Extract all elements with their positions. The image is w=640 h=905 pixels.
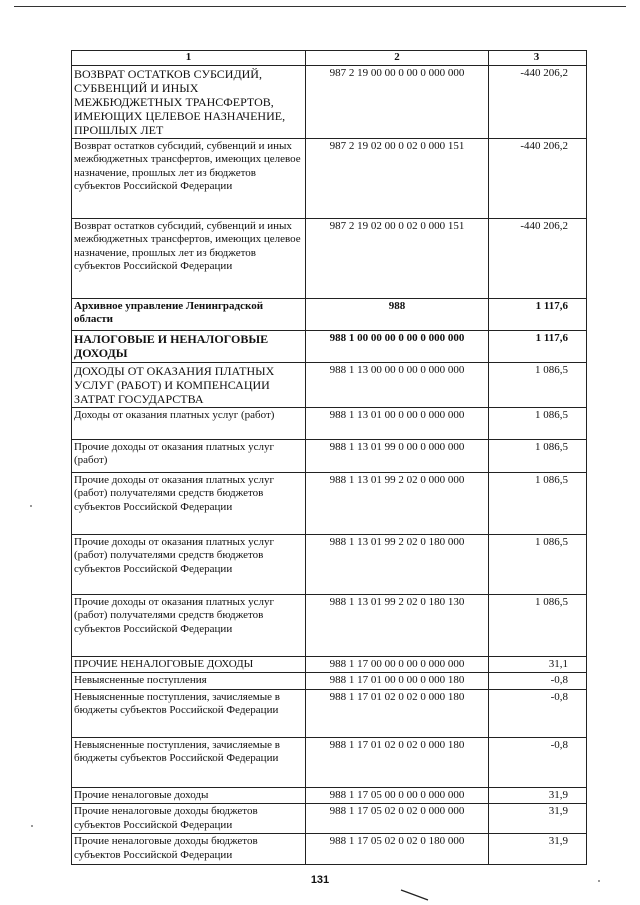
table-row bbox=[72, 534, 587, 594]
table-row bbox=[72, 330, 587, 362]
row-name: Прочие доходы от оказания платных услуг (работ) bbox=[72, 439, 306, 472]
row-name: Доходы от оказания платных услуг (работ) bbox=[72, 407, 306, 439]
table-row bbox=[72, 362, 587, 407]
row-name: Прочие доходы от оказания платных услуг (работ) получателями средств бюджетов субъектов Российской Федерации bbox=[72, 534, 306, 594]
row-code: 988 1 17 00 00 0 00 0 000 000 bbox=[306, 656, 489, 673]
row-amount: 1 086,5 bbox=[489, 594, 587, 656]
revenue-table bbox=[71, 50, 587, 865]
row-name: Прочие неналоговые доходы бюджетов субъектов Российской Федерации bbox=[72, 834, 306, 865]
row-amount: 1 086,5 bbox=[489, 439, 587, 472]
table-row bbox=[72, 138, 587, 218]
row-amount: 1 086,5 bbox=[489, 534, 587, 594]
top-rule bbox=[14, 6, 626, 7]
row-amount: 31,1 bbox=[489, 656, 587, 673]
row-amount: -0,8 bbox=[489, 673, 587, 690]
row-name: НАЛОГОВЫЕ И НЕНАЛОГОВЫЕ ДОХОДЫ bbox=[72, 330, 306, 362]
row-name: Прочие неналоговые доходы бюджетов субъектов Российской Федерации bbox=[72, 804, 306, 834]
row-amount: 1 086,5 bbox=[489, 472, 587, 534]
row-name: Невыясненные поступления bbox=[72, 673, 306, 690]
row-amount: -0,8 bbox=[489, 737, 587, 787]
pen-stroke-mark bbox=[400, 888, 430, 902]
row-code: 987 2 19 00 00 0 00 0 000 000 bbox=[306, 65, 489, 138]
row-code: 988 1 00 00 00 0 00 0 000 000 bbox=[306, 330, 489, 362]
row-amount: -440 206,2 bbox=[489, 138, 587, 218]
row-name: ВОЗВРАТ ОСТАТКОВ СУБСИДИЙ, СУБВЕНЦИЙ И ИНЫХ МЕЖБЮДЖЕТНЫХ ТРАНСФЕРТОВ, ИМЕЮЩИХ ЦЕЛЕВОЕ НАЗНАЧЕНИЕ, ПРОШЛЫХ ЛЕТ bbox=[72, 65, 306, 138]
row-code: 988 1 17 05 02 0 02 0 180 000 bbox=[306, 834, 489, 865]
row-amount: -0,8 bbox=[489, 689, 587, 737]
row-code: 988 bbox=[306, 298, 489, 330]
row-code: 988 1 17 05 00 0 00 0 000 000 bbox=[306, 787, 489, 804]
header-col-3: 3 bbox=[489, 51, 587, 66]
table-row bbox=[72, 407, 587, 439]
row-code: 988 1 13 01 99 2 02 0 000 000 bbox=[306, 472, 489, 534]
table-row bbox=[72, 787, 587, 804]
row-code: 988 1 17 01 02 0 02 0 000 180 bbox=[306, 737, 489, 787]
row-amount: 31,9 bbox=[489, 787, 587, 804]
row-name: Невыясненные поступления, зачисляемые в бюджеты субъектов Российской Федерации bbox=[72, 737, 306, 787]
row-name: Архивное управление Ленинградской области bbox=[72, 298, 306, 330]
scan-speck bbox=[598, 880, 600, 882]
row-code: 988 1 17 01 02 0 02 0 000 180 bbox=[306, 689, 489, 737]
row-name: ДОХОДЫ ОТ ОКАЗАНИЯ ПЛАТНЫХ УСЛУГ (РАБОТ) И КОМПЕНСАЦИИ ЗАТРАТ ГОСУДАРСТВА bbox=[72, 362, 306, 407]
row-code: 987 2 19 02 00 0 02 0 000 151 bbox=[306, 218, 489, 298]
row-code: 988 1 13 01 99 2 02 0 180 000 bbox=[306, 534, 489, 594]
row-amount: -440 206,2 bbox=[489, 65, 587, 138]
table-header-row bbox=[72, 51, 587, 66]
row-code: 988 1 13 00 00 0 00 0 000 000 bbox=[306, 362, 489, 407]
row-amount: 1 117,6 bbox=[489, 330, 587, 362]
row-amount: 1 117,6 bbox=[489, 298, 587, 330]
row-name: Невыясненные поступления, зачисляемые в бюджеты субъектов Российской Федерации bbox=[72, 689, 306, 737]
table-row bbox=[72, 439, 587, 472]
table-row bbox=[72, 834, 587, 865]
row-amount: -440 206,2 bbox=[489, 218, 587, 298]
table-row bbox=[72, 65, 587, 138]
row-amount: 31,9 bbox=[489, 804, 587, 834]
row-name: Прочие неналоговые доходы bbox=[72, 787, 306, 804]
page-number: 131 bbox=[310, 874, 330, 886]
header-col-2: 2 bbox=[306, 51, 489, 66]
header-col-1: 1 bbox=[72, 51, 306, 66]
row-name: Прочие доходы от оказания платных услуг (работ) получателями средств бюджетов субъектов Российской Федерации bbox=[72, 472, 306, 534]
row-name: Возврат остатков субсидий, субвенций и иных межбюджетных трансфертов, имеющих целевое назначение, прошлых лет из бюджетов субъектов Российской Федерации bbox=[72, 218, 306, 298]
row-amount: 31,9 bbox=[489, 834, 587, 865]
scan-speck bbox=[30, 505, 32, 507]
row-code: 988 1 13 01 99 2 02 0 180 130 bbox=[306, 594, 489, 656]
table-row bbox=[72, 737, 587, 787]
row-code: 987 2 19 02 00 0 02 0 000 151 bbox=[306, 138, 489, 218]
table-row bbox=[72, 673, 587, 690]
row-code: 988 1 17 05 02 0 02 0 000 000 bbox=[306, 804, 489, 834]
table-row bbox=[72, 298, 587, 330]
row-code: 988 1 17 01 00 0 00 0 000 180 bbox=[306, 673, 489, 690]
row-code: 988 1 13 01 99 0 00 0 000 000 bbox=[306, 439, 489, 472]
row-name: Прочие доходы от оказания платных услуг (работ) получателями средств бюджетов субъектов Российской Федерации bbox=[72, 594, 306, 656]
row-amount: 1 086,5 bbox=[489, 407, 587, 439]
table-row bbox=[72, 689, 587, 737]
table-row bbox=[72, 472, 587, 534]
row-amount: 1 086,5 bbox=[489, 362, 587, 407]
table-row bbox=[72, 656, 587, 673]
row-code: 988 1 13 01 00 0 00 0 000 000 bbox=[306, 407, 489, 439]
row-name: ПРОЧИЕ НЕНАЛОГОВЫЕ ДОХОДЫ bbox=[72, 656, 306, 673]
table-row bbox=[72, 804, 587, 834]
table-row bbox=[72, 218, 587, 298]
row-name: Возврат остатков субсидий, субвенций и иных межбюджетных трансфертов, имеющих целевое назначение, прошлых лет из бюджетов субъектов Российской Федерации bbox=[72, 138, 306, 218]
table-row bbox=[72, 594, 587, 656]
scan-speck bbox=[31, 825, 33, 827]
